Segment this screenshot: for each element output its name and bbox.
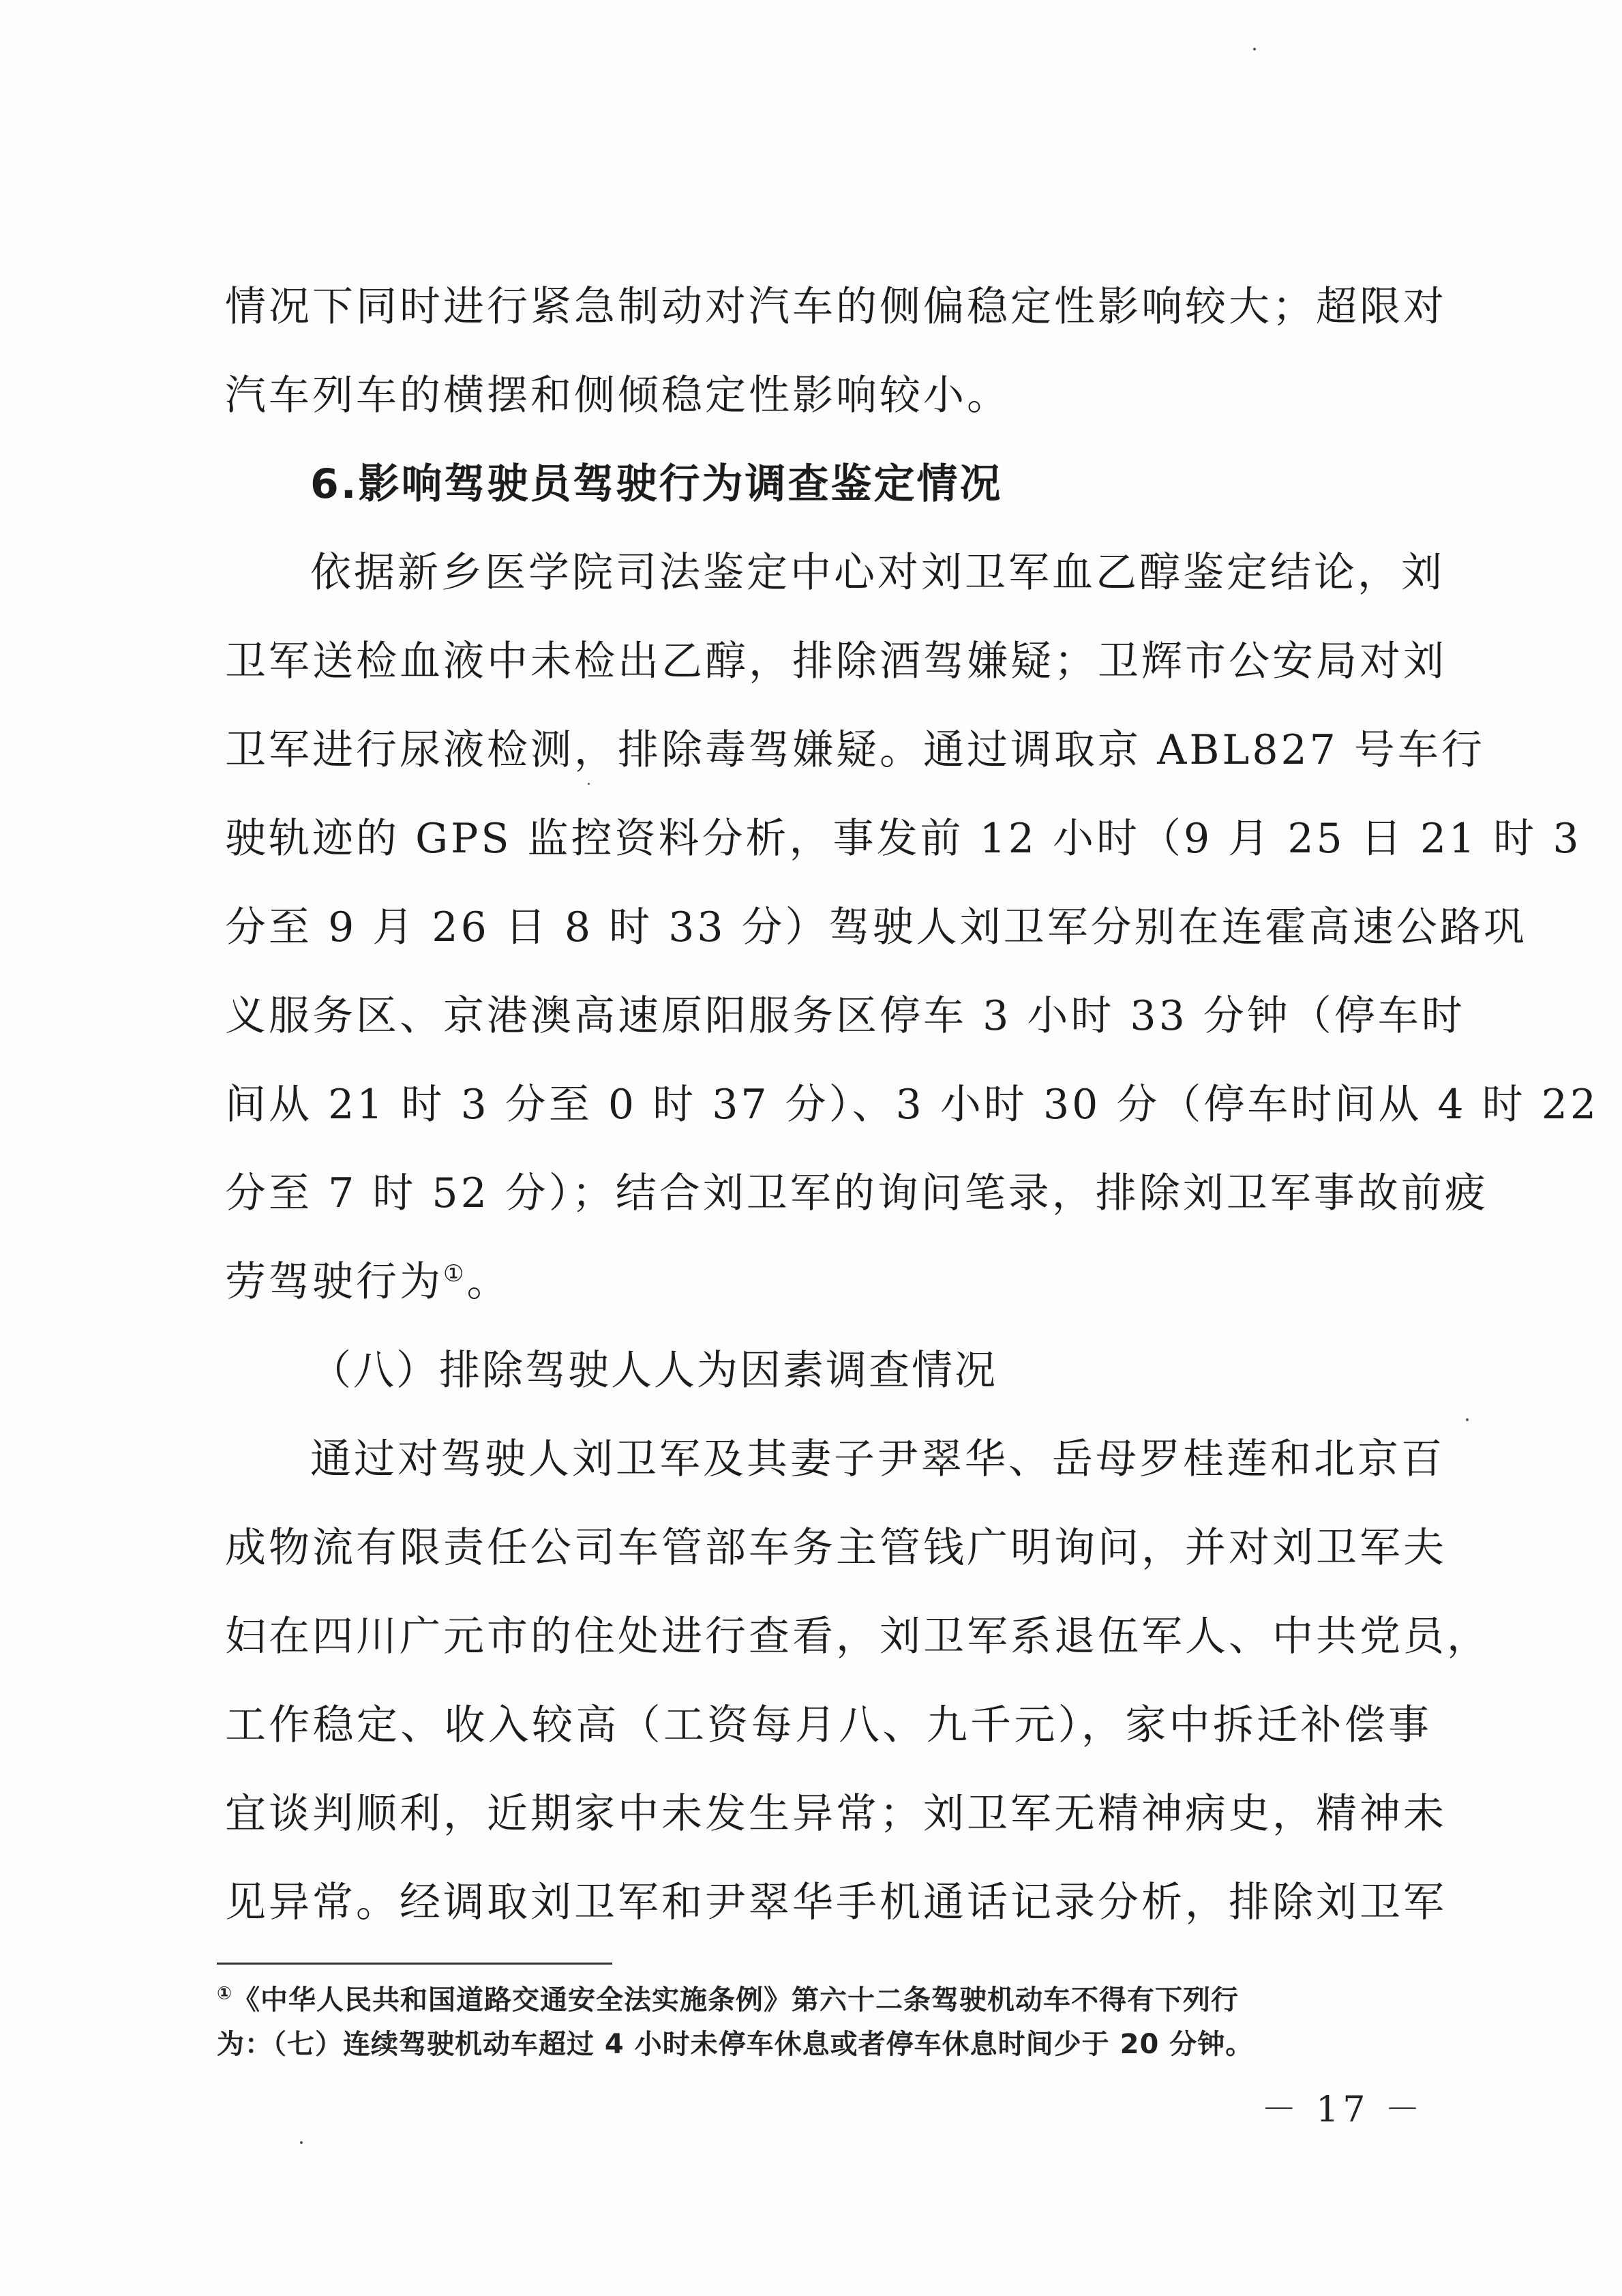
body-line: 情况下同时进行紧急制动对汽车的侧偏稳定性影响较大；超限对 (225, 283, 1447, 331)
section-subheading: （八）排除驾驶人人为因素调查情况 (310, 1347, 997, 1395)
body-line: 卫军进行尿液检测，排除毒驾嫌疑。通过调取京 ABL827 号车行 (225, 726, 1485, 774)
footnote-marker: ① (217, 1983, 233, 2004)
body-line: 依据新乡医学院司法鉴定中心对刘卫军血乙醇鉴定结论，刘 (310, 549, 1445, 597)
footnote-reference[interactable]: ① (443, 1260, 467, 1287)
scan-speck (1466, 1418, 1469, 1421)
body-line: 工作稳定、收入较高（工资每月八、九千元），家中拆迁补偿事 (225, 1701, 1432, 1749)
footnote-divider (217, 1963, 612, 1965)
footnote-line (217, 1981, 1403, 2019)
body-line-with-footnote (225, 1255, 1432, 1309)
body-line: 卫军送检血液中未检出乙醇，排除酒驾嫌疑；卫辉市公安局对刘 (225, 638, 1447, 685)
scan-speck (588, 783, 590, 785)
footnote-text: 《中华人民共和国道路交通安全法实施条例》第六十二条驾驶机动车不得有下列行 (232, 1984, 1240, 2016)
body-line: 驶轨迹的 GPS 监控资料分析，事发前 12 小时（9 月 25 日 21 时 3 (225, 815, 1582, 863)
body-line: 汽车列车的横摆和侧倾稳定性影响较小。 (225, 372, 1010, 419)
page-number: － 17 － (1261, 2089, 1424, 2130)
scan-speck (1253, 48, 1256, 50)
section-heading: 6.影响驾驶员驾驶行为调查鉴定情况 (310, 460, 1003, 508)
scan-speck (300, 2141, 303, 2144)
body-line: 义服务区、京港澳高速原阳服务区停车 3 小时 33 分钟（停车时 (225, 992, 1465, 1040)
sentence-period: 。 (466, 1258, 511, 1306)
body-line: 成物流有限责任公司车管部车务主管钱广明询问，并对刘卫军夫 (225, 1524, 1447, 1572)
body-line: 宜谈判顺利，近期家中未发生异常；刘卫军无精神病史，精神未 (225, 1790, 1447, 1838)
body-line: 妇在四川广元市的住处进行查看，刘卫军系退伍军人、中共党员， (225, 1613, 1490, 1660)
footnote-line: 为：（七）连续驾驶机动车超过 4 小时未停车休息或者停车休息时间少于 20 分钟。 (217, 2029, 1254, 2060)
body-line-text: 劳驾驶行为 (225, 1258, 443, 1306)
body-line: 间从 21 时 3 分至 0 时 37 分）、3 小时 30 分（停车时间从 4 时 22 (225, 1081, 1600, 1129)
body-line: 分至 9 月 26 日 8 时 33 分）驾驶人刘卫军分别在连霍高速公路巩 (225, 904, 1527, 951)
body-line: 见异常。经调取刘卫军和尹翠华手机通话记录分析，排除刘卫军 (225, 1879, 1447, 1926)
body-line: 通过对驾驶人刘卫军及其妻子尹翠华、岳母罗桂莲和北京百 (310, 1435, 1445, 1483)
body-line: 分至 7 时 52 分）；结合刘卫军的询问笔录，排除刘卫军事故前疲 (225, 1169, 1488, 1217)
